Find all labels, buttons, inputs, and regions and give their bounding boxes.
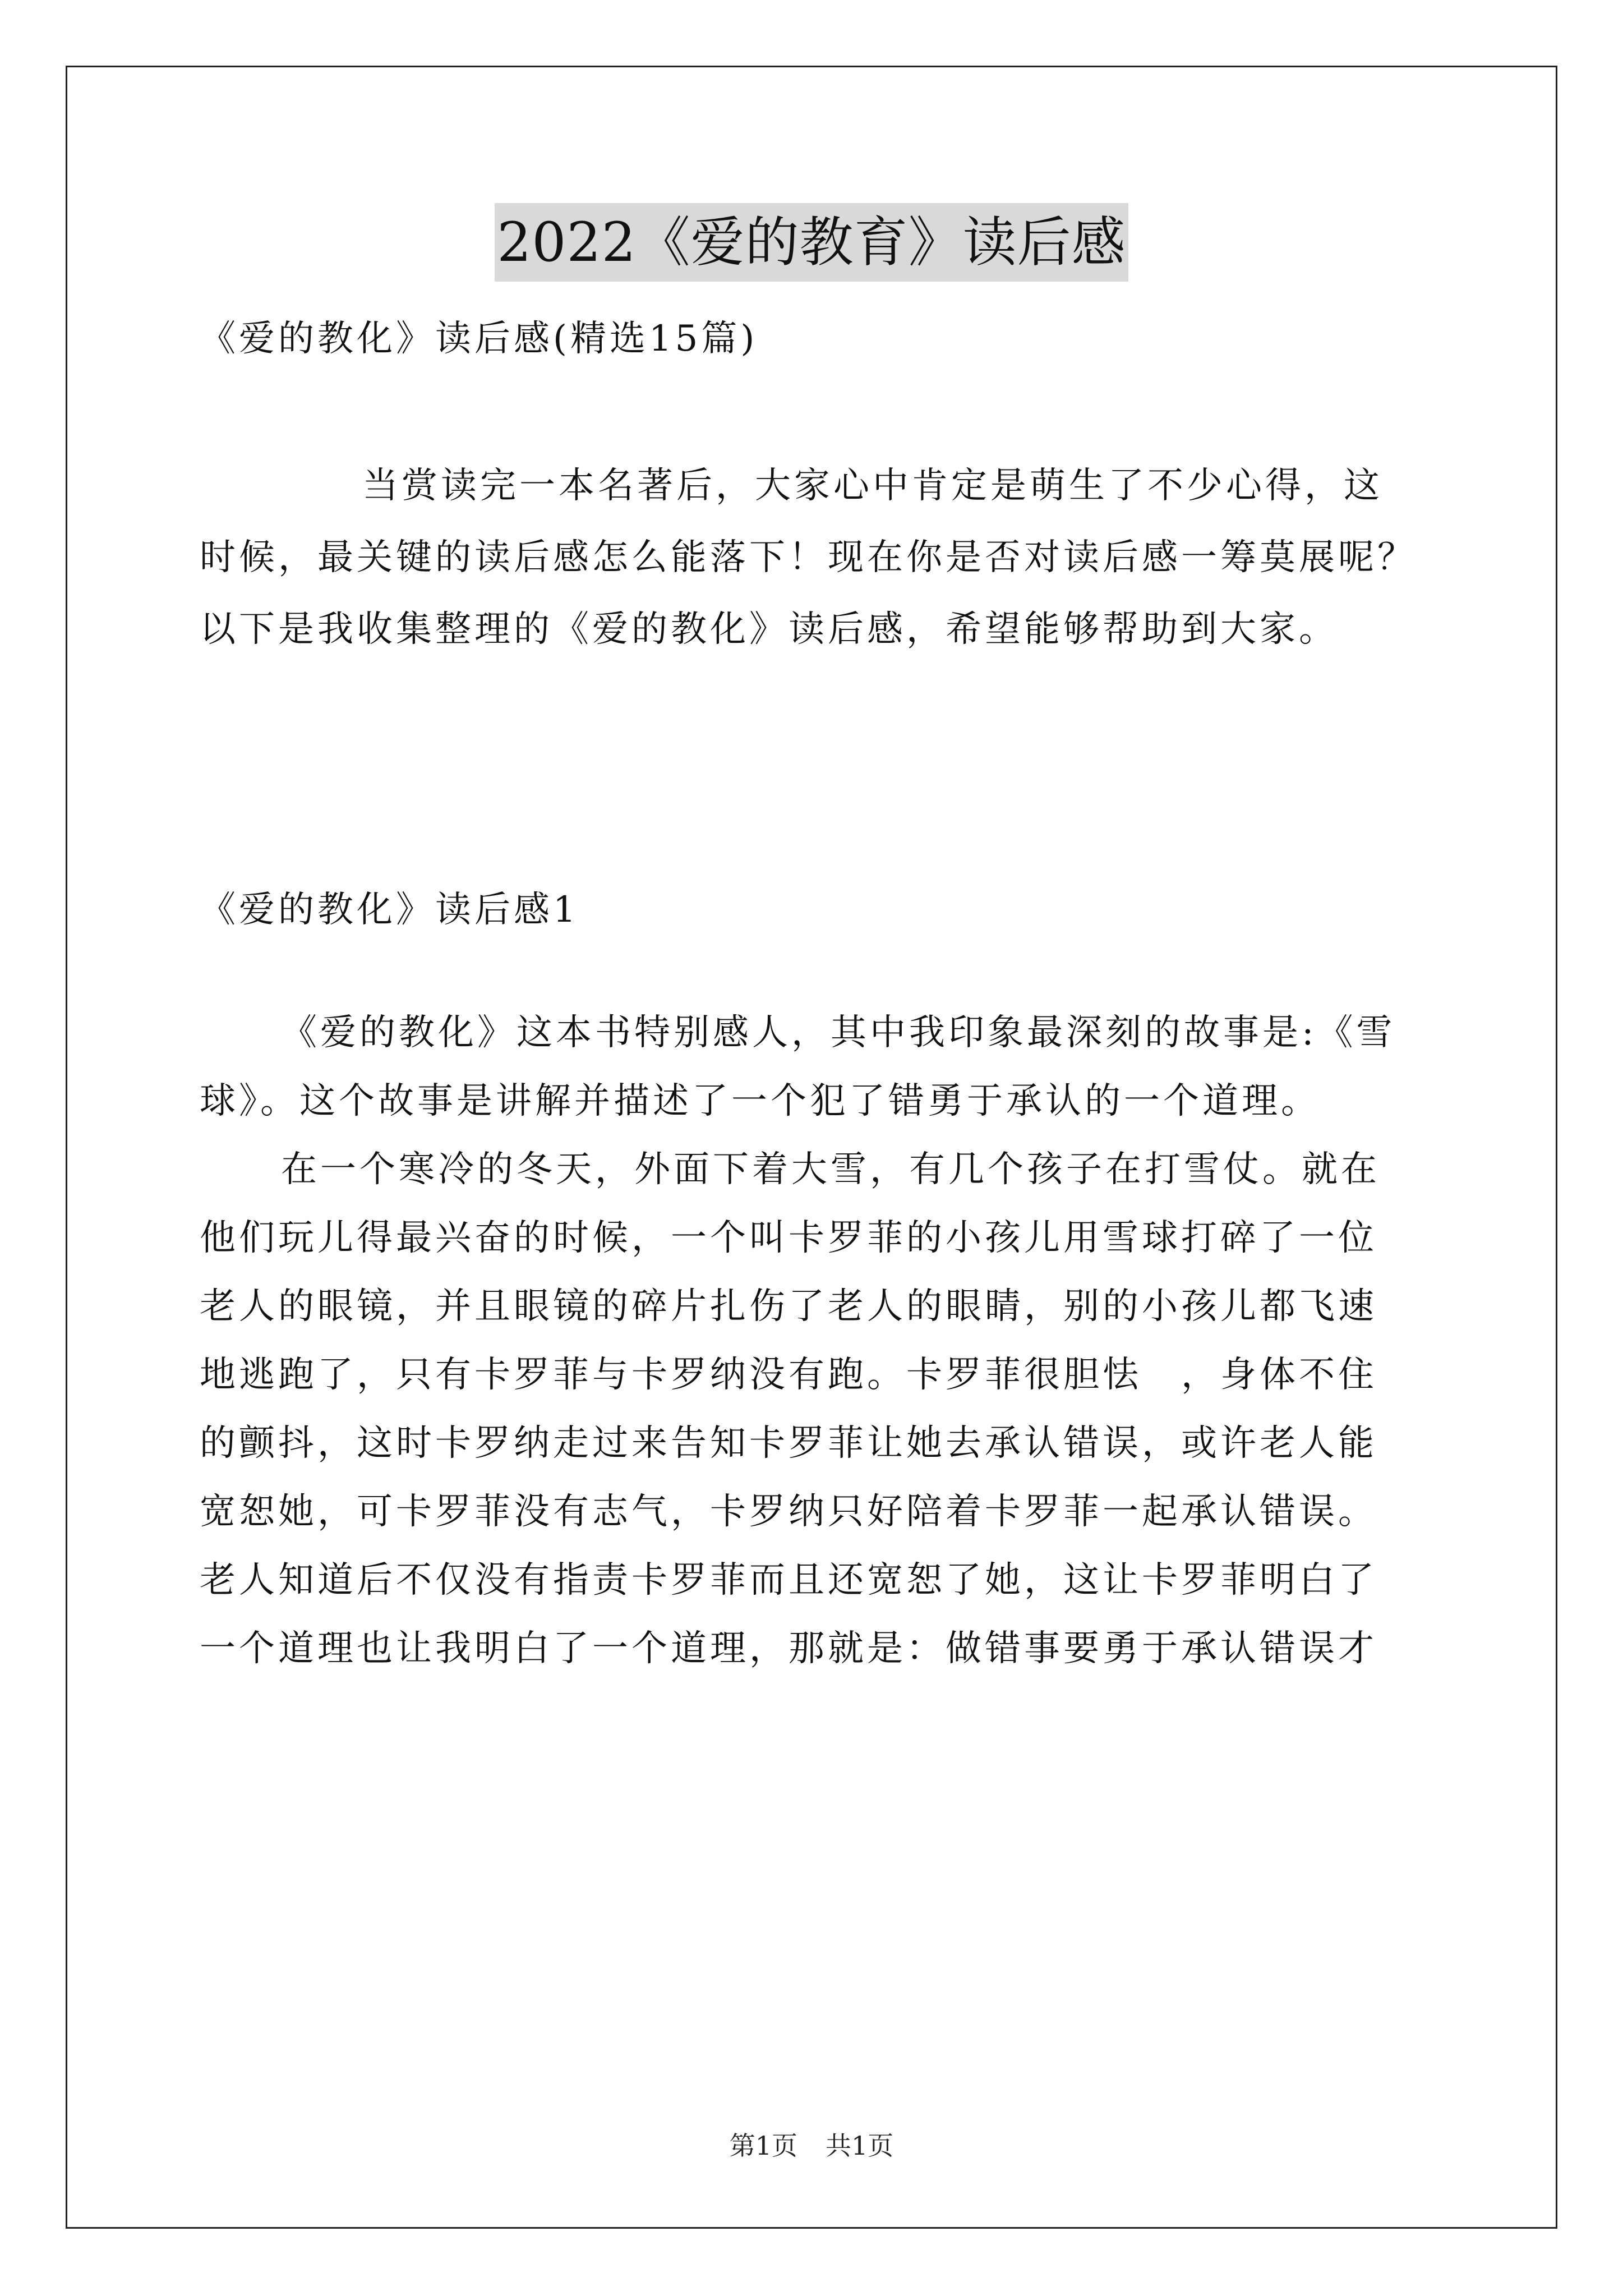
body-line: 的颤抖，这时卡罗纳走过来告知卡罗菲让她去承认错误，或许老人能 <box>200 1423 1377 1464</box>
page-number: 第1页 <box>729 2131 797 2161</box>
body-line: 宽恕她，可卡罗菲没有志气，卡罗纳只好陪着卡罗菲一起承认错误。 <box>200 1491 1377 1533</box>
intro-line: 当赏读完一本名著后，大家心中肯定是萌生了不少心得，这 <box>362 465 1383 507</box>
body-line: 一个道理也让我明白了一个道理，那就是：做错事要勇于承认错误才 <box>200 1628 1377 1669</box>
body-paragraphs <box>200 999 1433 1683</box>
body-line: 地逃跑了，只有卡罗菲与卡罗纳没有跑。卡罗菲很胆怯 ，身体不住 <box>200 1354 1377 1396</box>
intro-line: 时候，最关键的读后感怎么能落下！现在你是否对读后感一筹莫展呢？ <box>200 537 1417 578</box>
body-line: 老人知道后不仅没有指责卡罗菲而且还宽恕了她，这让卡罗菲明白了 <box>200 1559 1377 1601</box>
body-line: 在一个寒冷的冬天，外面下着大雪，有几个孩子在打雪仗。就在 <box>281 1149 1380 1190</box>
section-heading: 《爱的教化》读后感1 <box>200 889 579 931</box>
body-line: 老人的眼镜，并且眼镜的碎片扎伤了老人的眼睛，别的小孩儿都飞速 <box>200 1286 1377 1327</box>
page-total: 共1页 <box>826 2131 894 2161</box>
body-line: 球》。这个故事是讲解并描述了一个犯了错勇于承认的一个道理。 <box>200 1080 1320 1122</box>
intro-line: 以下是我收集整理的《爱的教化》读后感，希望能够帮助到大家。 <box>200 609 1338 650</box>
page-footer <box>0 2129 1623 2162</box>
document-subtitle: 《爱的教化》读后感(精选15篇) <box>200 318 758 360</box>
document-title: 2022《爱的教育》读后感 <box>495 203 1128 282</box>
body-line: 他们玩儿得最兴奋的时候，一个叫卡罗菲的小孩儿用雪球打碎了一位 <box>200 1217 1377 1259</box>
intro-paragraph <box>200 450 1433 665</box>
body-line: 《爱的教化》这本书特别感人，其中我印象最深刻的故事是:《雪 <box>281 1012 1396 1053</box>
title-container <box>0 203 1623 282</box>
